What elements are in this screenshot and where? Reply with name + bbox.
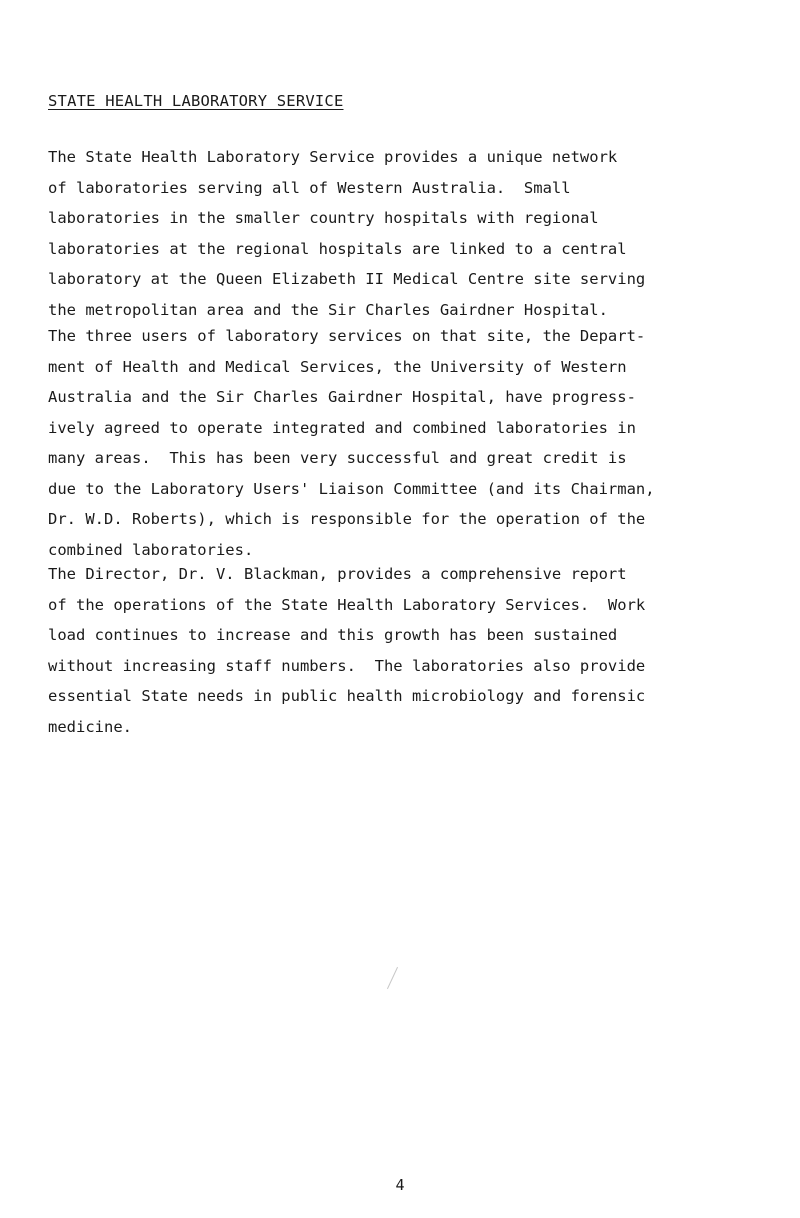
paragraph-line: of the operations of the State Health Laboratory Services. Work: [48, 595, 646, 614]
paragraph-users: [48, 321, 778, 565]
paragraph-line: the metropolitan area and the Sir Charles Gairdner Hospital.: [48, 300, 608, 319]
paragraph-line: Dr. W.D. Roberts), which is responsible for the operation of the: [48, 510, 646, 528]
page-number: 4: [395, 1176, 405, 1194]
paragraph-director: [48, 559, 778, 742]
paragraph-line: without increasing staff numbers. The laboratories also provide: [48, 656, 646, 675]
paragraph-line: load continues to increase and this growth has been sustained: [48, 626, 618, 644]
paragraph-line: of laboratories serving all of Western Australia. Small: [48, 178, 571, 197]
paragraph-line: The three users of laboratory services on that site, the Depart-: [48, 327, 646, 345]
paragraph-line: many areas. This has been very successful and great credit is: [48, 449, 627, 467]
paragraph-line: combined laboratories.: [48, 540, 254, 559]
paragraph-line: Australia and the Sir Charles Gairdner Hospital, have progress-: [48, 388, 636, 406]
paragraph-line: The Director, Dr. V. Blackman, provides a comprehensive report: [48, 565, 627, 583]
scan-mark: [387, 967, 398, 989]
paragraph-line: The State Health Laboratory Service provides a unique network: [48, 148, 618, 166]
paragraph-line: essential State needs in public health microbiology and forensic: [48, 687, 646, 705]
paragraph-line: laboratories in the smaller country hospitals with regional: [48, 209, 599, 227]
paragraph-line: ment of Health and Medical Services, the University of Western: [48, 357, 627, 376]
paragraph-line: laboratories at the regional hospitals are linked to a central: [48, 239, 627, 258]
paragraph-line: laboratory at the Queen Elizabeth II Medical Centre site serving: [48, 270, 646, 288]
paragraph-line: ively agreed to operate integrated and combined laboratories in: [48, 418, 636, 437]
section-heading: STATE HEALTH LABORATORY SERVICE: [48, 92, 344, 110]
paragraph-network: [48, 142, 778, 325]
paragraph-line: due to the Laboratory Users' Liaison Committee (and its Chairman,: [48, 479, 655, 498]
paragraph-line: medicine.: [48, 717, 132, 736]
